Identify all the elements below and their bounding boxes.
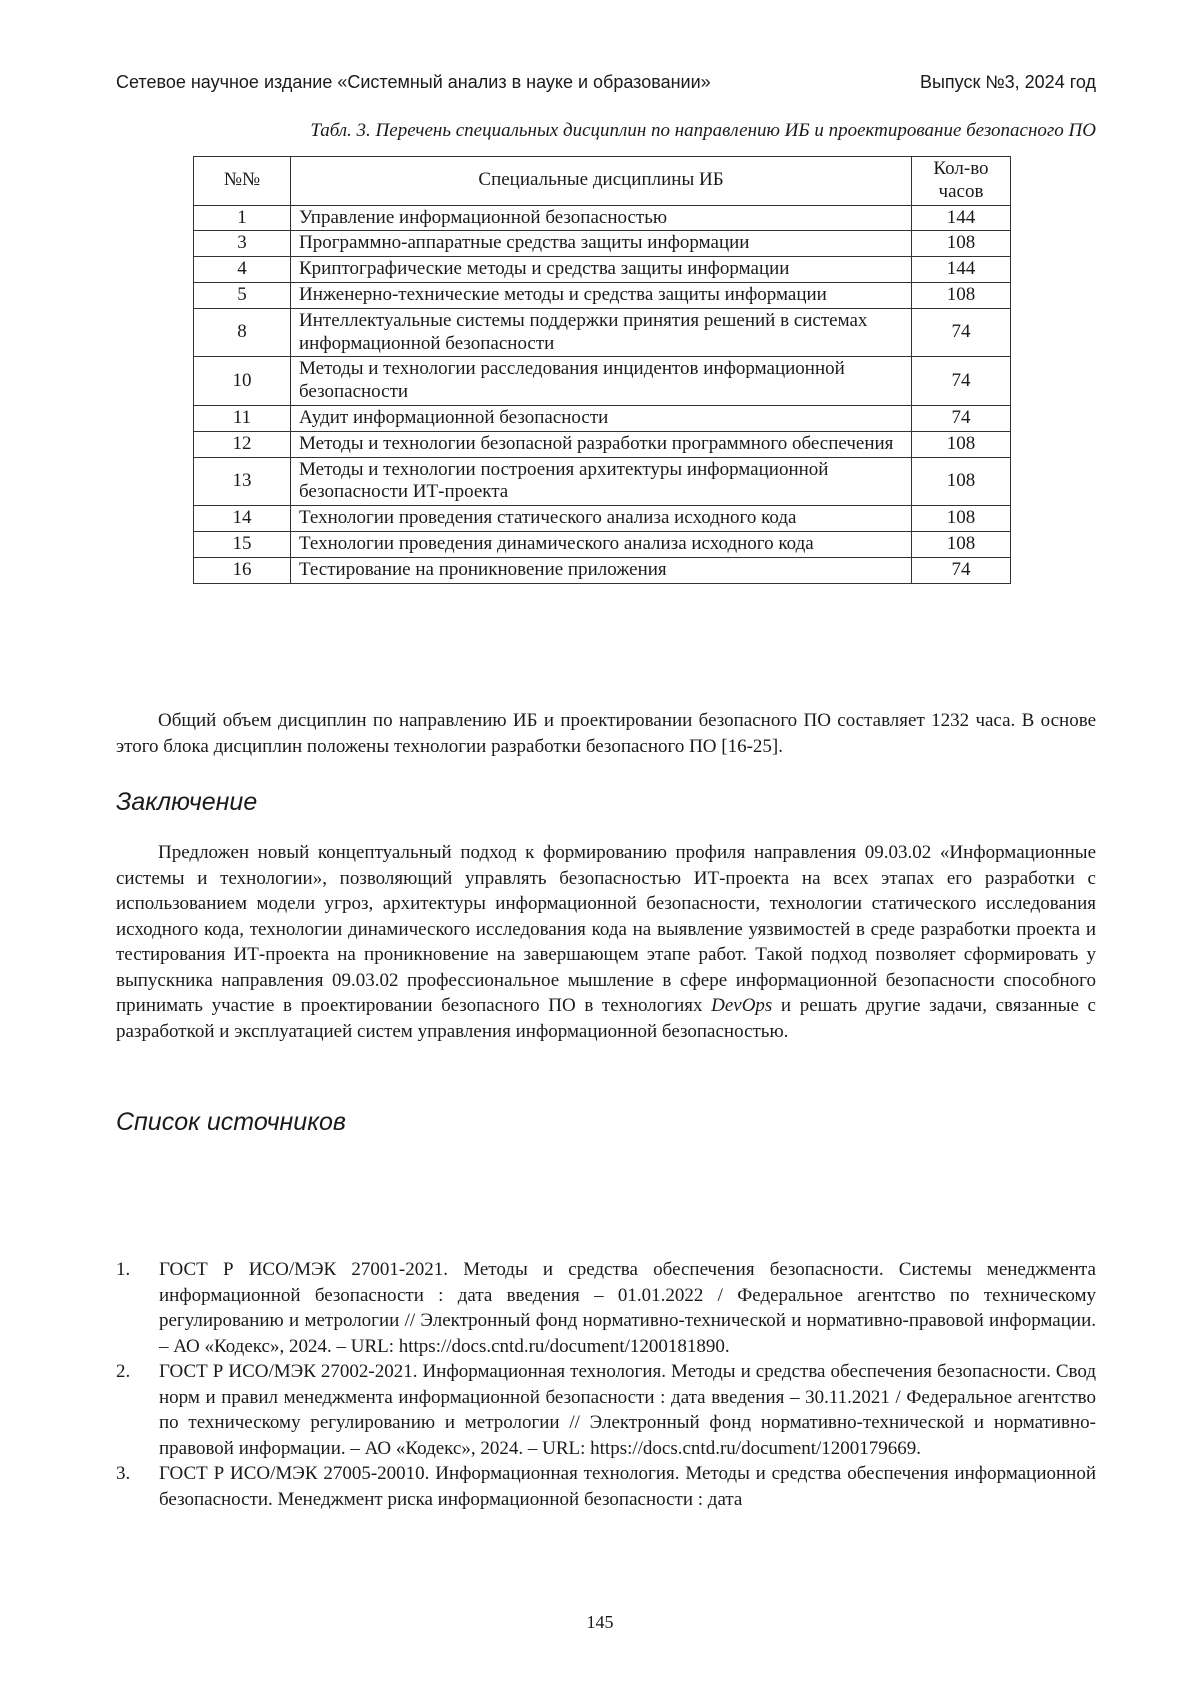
discipline-name: Программно-аппаратные средства защиты информации [291,231,912,257]
reference-number: 3. [116,1463,131,1484]
page-number: 145 [586,1612,614,1632]
discipline-name: Методы и технологии построения архитектуры информационной безопасности ИТ-проекта [291,457,912,506]
reference-number: 1. [116,1259,131,1280]
references-heading: Список источников [116,1108,346,1136]
reference-item [116,1359,1096,1461]
discipline-name: Интеллектуальные системы поддержки принятия решений в системах информационной безопасности [291,308,912,357]
journal-title: Сетевое научное издание «Системный анализ в науке и образовании» [116,72,711,92]
conclusion-devops-term: DevOps [711,995,773,1016]
table-row [194,231,1011,257]
hours-value: 74 [912,357,1011,406]
table-row [194,357,1011,406]
row-number: 16 [194,557,291,583]
hours-value: 108 [912,431,1011,457]
table-row [194,457,1011,506]
table-row [194,431,1011,457]
hours-value: 144 [912,205,1011,231]
table-row [194,205,1011,231]
table-caption: Табл. 3. Перечень специальных дисциплин по направлению ИБ и проектирование безопасного ПО [310,120,1096,141]
reference-number: 2. [116,1361,131,1382]
table-row [194,531,1011,557]
hours-value: 108 [912,506,1011,532]
table-row [194,557,1011,583]
discipline-name: Технологии проведения статического анализа исходного кода [291,506,912,532]
row-number: 5 [194,282,291,308]
table-header-row [194,157,1011,206]
discipline-name: Методы и технологии расследования инцидентов информационной безопасности [291,357,912,406]
table-row [194,282,1011,308]
summary-paragraph: Общий объем дисциплин по направлению ИБ и проектировании безопасного ПО составляет 1232 часа. В основе этого блока дисциплин положены технологии разработки безопасного ПО [16-25]. [116,710,1096,757]
row-number: 13 [194,457,291,506]
hours-value: 108 [912,531,1011,557]
column-header-number: №№ [194,157,291,206]
hours-value: 74 [912,405,1011,431]
discipline-name: Методы и технологии безопасной разработки программного обеспечения [291,431,912,457]
row-number: 11 [194,405,291,431]
row-number: 4 [194,257,291,283]
discipline-name: Технологии проведения динамического анализа исходного кода [291,531,912,557]
hours-value: 108 [912,282,1011,308]
reference-item [116,1461,1096,1512]
discipline-name: Управление информационной безопасностью [291,205,912,231]
row-number: 15 [194,531,291,557]
row-number: 8 [194,308,291,357]
hours-value: 74 [912,557,1011,583]
table-row [194,405,1011,431]
column-header-hours: Кол-во часов [912,157,1011,206]
table-row [194,506,1011,532]
reference-text: ГОСТ Р ИСО/МЭК 27005-20010. Информационная технология. Методы и средства обеспечения информационной безопасности. Менеджмент риска информационной безопасности : дата [159,1463,1096,1510]
running-header [116,72,1096,93]
hours-value: 108 [912,231,1011,257]
row-number: 14 [194,506,291,532]
discipline-name: Инженерно-технические методы и средства защиты информации [291,282,912,308]
disciplines-table [193,156,1011,584]
row-number: 12 [194,431,291,457]
conclusion-paragraph [116,840,1096,1044]
hours-value: 144 [912,257,1011,283]
discipline-name: Тестирование на проникновение приложения [291,557,912,583]
issue-label: Выпуск №3, 2024 год [919,72,1096,92]
hours-value: 108 [912,457,1011,506]
reference-text: ГОСТ Р ИСО/МЭК 27002-2021. Информационная технология. Методы и средства обеспечения безопасности. Свод норм и правил менеджмента информационной безопасности : дата введения – 30.11.2021 / Федеральное агентство по техническому регулированию и метрологии // Электронный фонд нормативно-технической и нормативно-правовой информации. – АО «Кодекс», 2024. – URL: https://docs.cntd.ru/document/1200179669. [159,1361,1096,1459]
table-row [194,257,1011,283]
conclusion-text-part2: и решать другие задачи, связанные с разработкой и эксплуатацией систем управления информационной безопасностью. [116,995,1096,1042]
table-row [194,308,1011,357]
references-list [116,1257,1096,1512]
reference-item [116,1257,1096,1359]
row-number: 3 [194,231,291,257]
row-number: 1 [194,205,291,231]
conclusion-heading: Заключение [116,788,258,816]
hours-value: 74 [912,308,1011,357]
conclusion-text-part1: Предложен новый концептуальный подход к формированию профиля направления 09.03.02 «Информационные системы и технологии», позволяющий управлять безопасностью ИТ-проекта на всех этапах его разработки с использованием модели угроз, архитектуры информационной безопасности, технологии статического исследования исходного кода, технологии динамического исследования кода на выявление уязвимостей в среде разработки проекта и тестирования ИТ-проекта на проникновение на завершающем этапе работ. Такой подход позволяет сформировать у выпускника направления 09.03.02 профессиональное мышление в сфере информационной безопасности способного принимать участие в проектировании безопасного ПО в технологиях [116,842,1096,1016]
row-number: 10 [194,357,291,406]
discipline-name: Аудит информационной безопасности [291,405,912,431]
reference-text: ГОСТ Р ИСО/МЭК 27001-2021. Методы и средства обеспечения безопасности. Системы менеджмента информационной безопасности : дата введения – 01.01.2022 / Федеральное агентство по техническому регулированию и метрологии // Электронный фонд нормативно-технической и нормативно-правовой информации. – АО «Кодекс», 2024. – URL: https://docs.cntd.ru/document/1200181890. [159,1259,1096,1357]
column-header-discipline: Специальные дисциплины ИБ [291,157,912,206]
discipline-name: Криптографические методы и средства защиты информации [291,257,912,283]
